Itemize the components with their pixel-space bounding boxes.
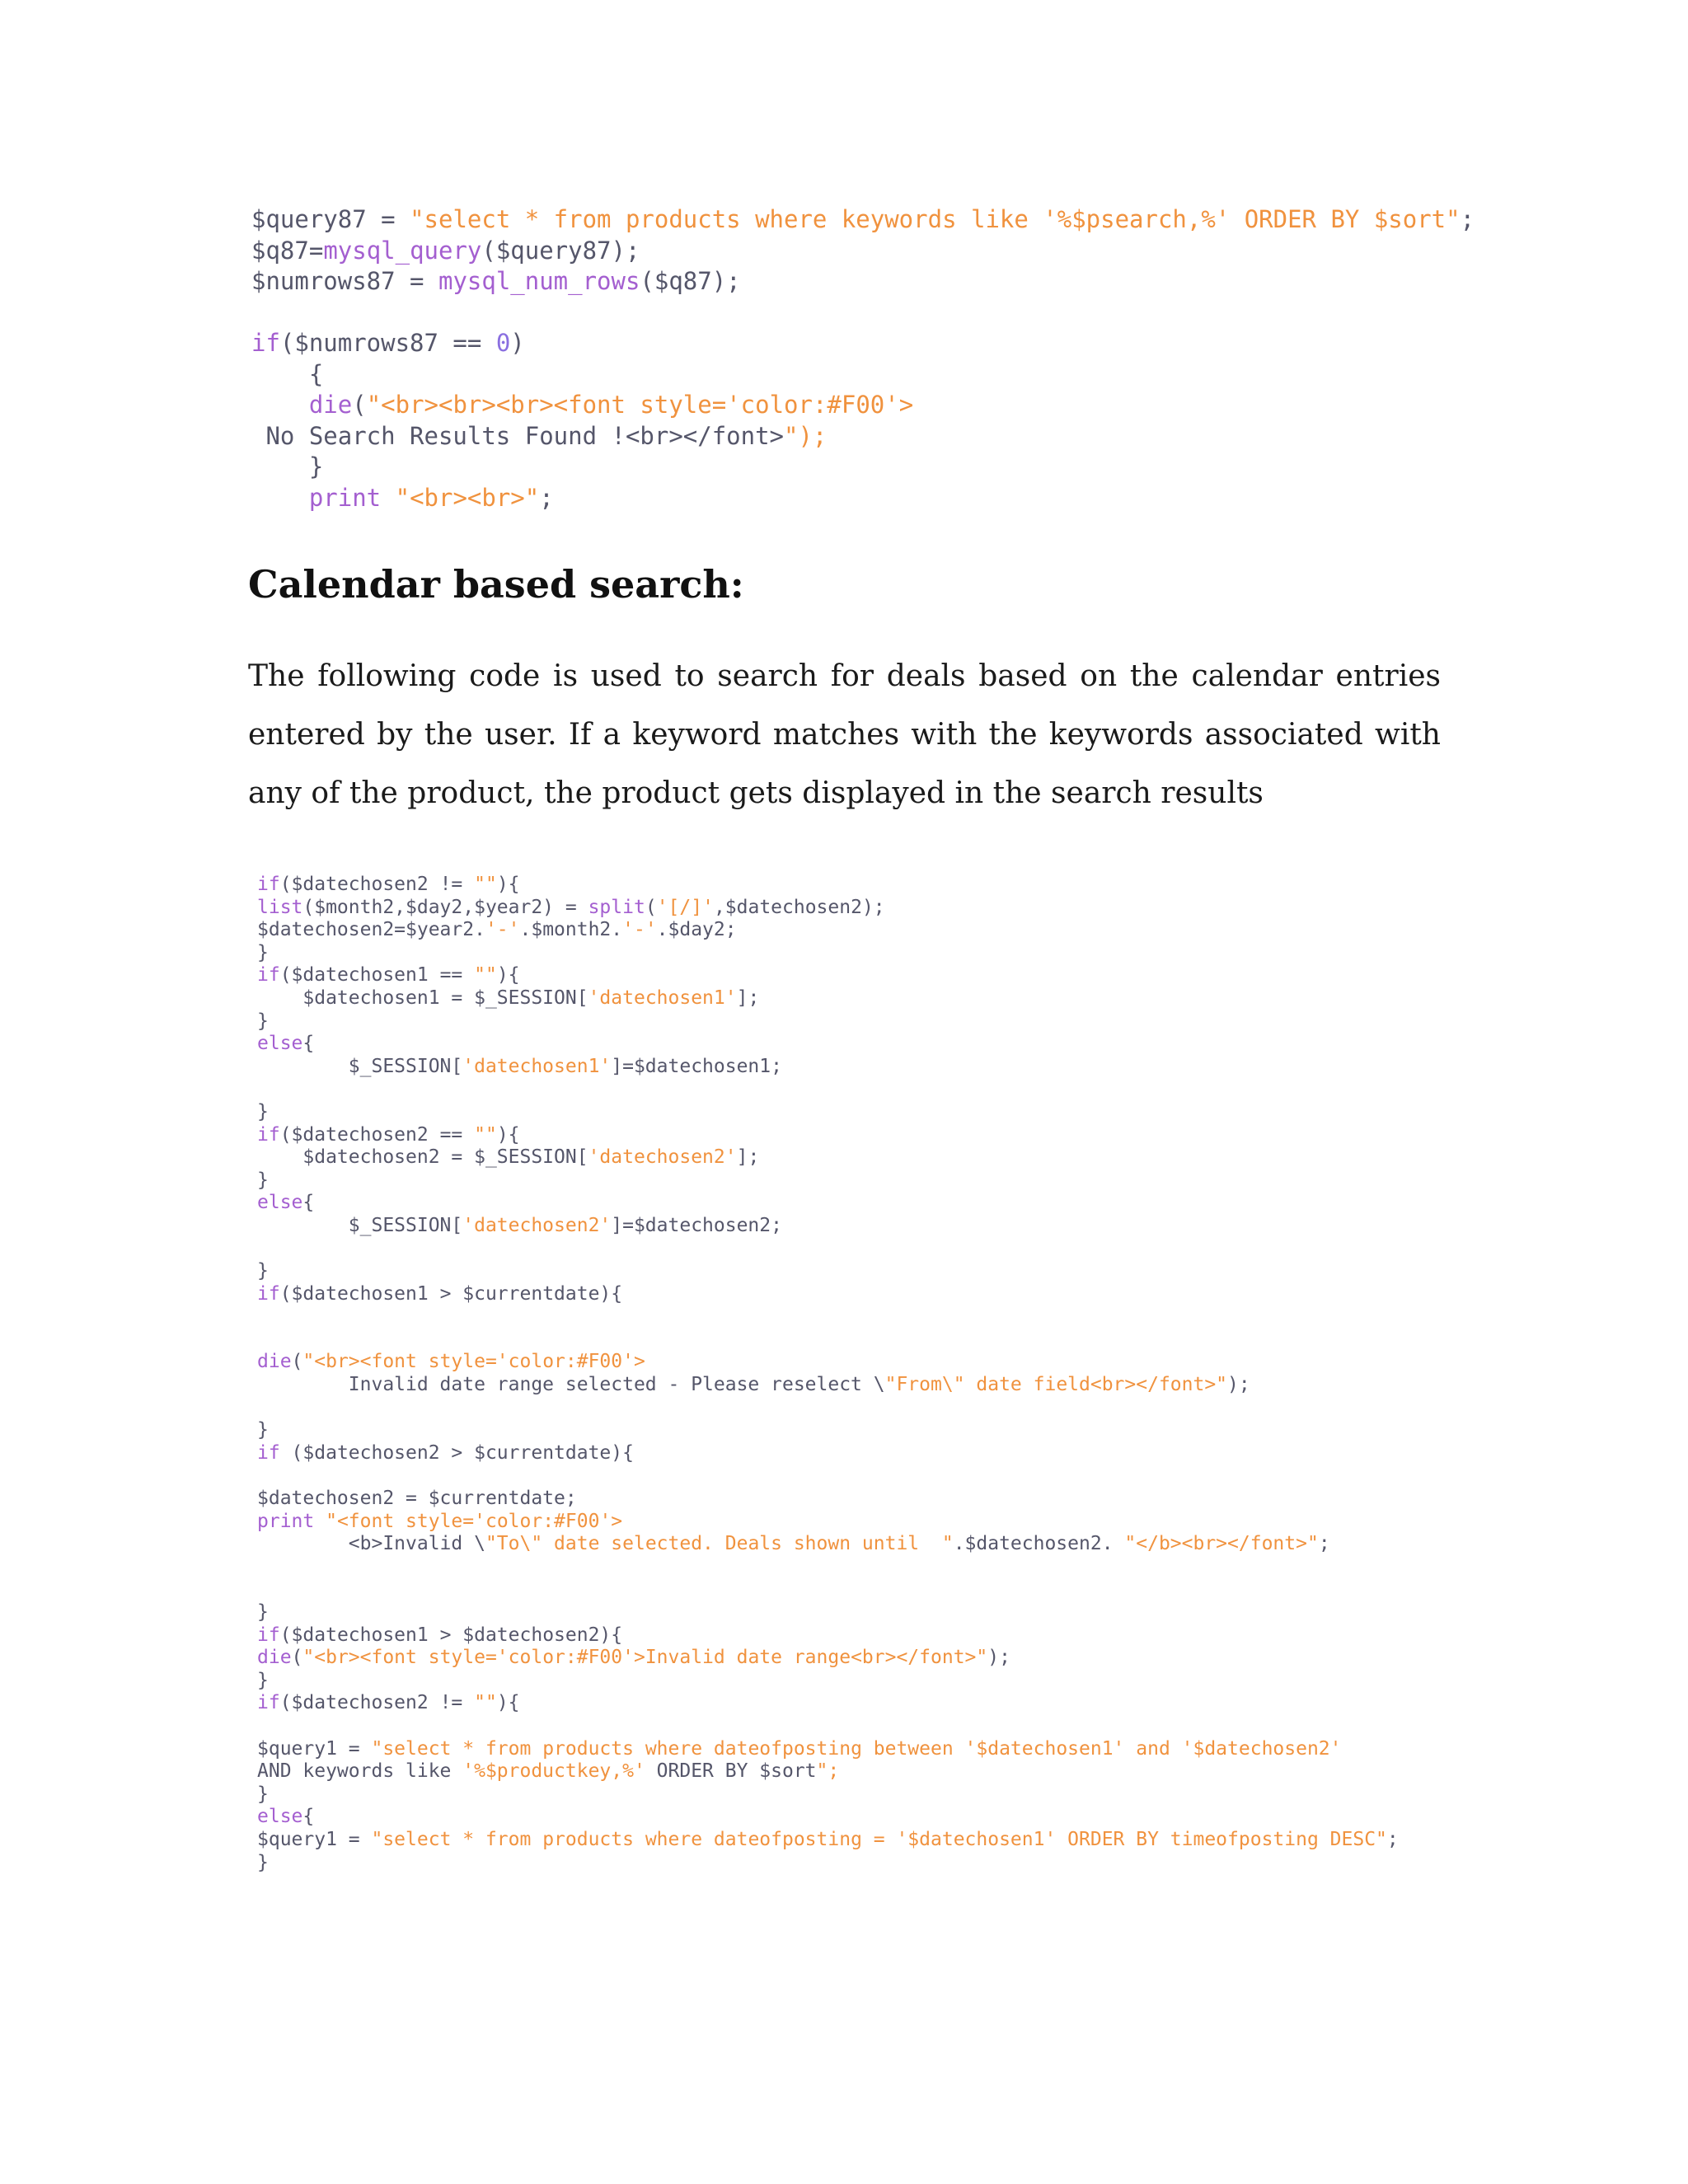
section-paragraph: The following code is used to search for deals based on the calendar entries entered by the user. If a keyword matches with the keywords associated with any of the product, the product gets displayed in the search results: [248, 659, 1441, 810]
section-heading: Calendar based search:: [248, 562, 744, 607]
code-line: else{: [257, 1806, 315, 1828]
code-line: list($month2,$day2,$year2) = split('[/]',$datechosen2);: [257, 896, 885, 918]
code-line: $numrows87 = mysql_num_rows($q87);: [251, 267, 741, 295]
code-line: AND keywords like '%$productkey,%' ORDER BY $sort";: [257, 1760, 840, 1783]
code-line: [257, 1578, 1399, 1601]
code-line: die("<br><br><br><font style='color:#F00'>: [308, 391, 914, 419]
code-line: [257, 1329, 1399, 1352]
code-line: $_SESSION['datechosen1']=$datechosen1;: [257, 1055, 782, 1077]
code-line: [257, 1556, 1399, 1579]
code-line: else{: [257, 1033, 315, 1055]
code-line: $q87=mysql_query($query87);: [251, 236, 640, 265]
code-line: [257, 1078, 1399, 1101]
code-block-php-keyword-search: [251, 204, 1475, 513]
code-line: }: [257, 1260, 269, 1282]
code-line: if($datechosen1 == ""){: [257, 964, 520, 987]
code-line: $_SESSION['datechosen2']=$datechosen2;: [257, 1214, 782, 1236]
code-line: print "<br><br>";: [308, 483, 554, 512]
code-line: $datechosen1 = $_SESSION['datechosen1'];: [257, 987, 760, 1009]
code-line: }: [257, 1783, 269, 1805]
code-line: <b>Invalid \"To\" date selected. Deals shown until ".$datechosen2. "</b><br></font>";: [257, 1533, 1330, 1555]
code-line: [257, 1715, 1399, 1738]
code-line: [257, 1465, 1399, 1488]
code-line: if ($datechosen2 > $currentdate){: [257, 1441, 634, 1464]
code-line: if($datechosen1 > $datechosen2){: [257, 1624, 623, 1646]
code-line: $query1 = "select * from products where dateofposting = '$datechosen1' ORDER BY timeofposting DESC";: [257, 1828, 1399, 1850]
code-line: }: [251, 452, 324, 480]
code-block-php-calendar-search: [257, 874, 1399, 1874]
code-line: $query87 = "select * from products where keywords like '%$psearch,%' ORDER BY $sort";: [251, 205, 1475, 233]
code-line: [257, 1397, 1399, 1420]
code-line: [257, 1238, 1399, 1261]
code-line: if($datechosen2 != ""){: [257, 874, 520, 895]
code-line: }: [257, 1601, 269, 1623]
code-line: No Search Results Found !<br></font>");: [251, 421, 828, 450]
code-line: if($datechosen1 > $currentdate){: [257, 1282, 623, 1305]
code-line: if($datechosen2 != ""){: [257, 1692, 520, 1714]
code-line: else{: [257, 1192, 315, 1214]
code-line: }: [257, 1169, 269, 1191]
code-line: $query1 = "select * from products where dateofposting between '$datechosen1' and '$datechosen2': [257, 1737, 1342, 1760]
code-line: }: [257, 1419, 269, 1441]
code-line: }: [257, 1851, 269, 1873]
code-line: $datechosen2 = $currentdate;: [257, 1488, 577, 1510]
code-line: if($datechosen2 == ""){: [257, 1123, 520, 1146]
code-line: print "<font style='color:#F00'>: [257, 1510, 623, 1532]
code-line: Invalid date range selected - Please reselect \"From\" date field<br></font>");: [257, 1374, 1250, 1396]
code-line: }: [257, 1100, 269, 1122]
code-line: [251, 298, 1475, 329]
code-line: [257, 1305, 1399, 1329]
code-line: die("<br><font style='color:#F00'>Invalid date range<br></font>");: [257, 1647, 1010, 1669]
code-line: }: [257, 1669, 269, 1691]
code-line: die("<br><font style='color:#F00'>: [257, 1351, 645, 1373]
code-line: if($numrows87 == 0): [251, 329, 525, 357]
code-line: }: [257, 1010, 269, 1032]
code-line: $datechosen2 = $_SESSION['datechosen2'];: [257, 1146, 760, 1169]
code-line: $datechosen2=$year2.'-'.$month2.'-'.$day2;: [257, 919, 737, 941]
code-line: {: [251, 359, 324, 388]
code-line: }: [257, 941, 269, 963]
